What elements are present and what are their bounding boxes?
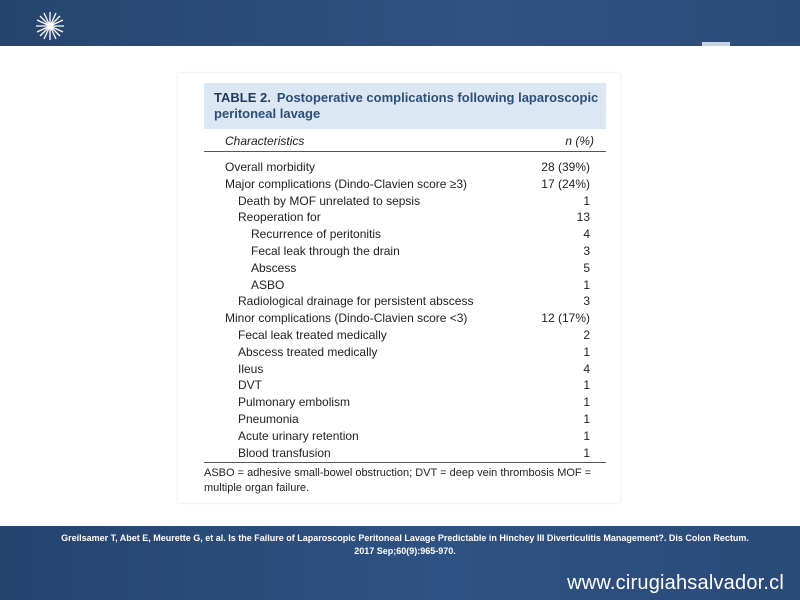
row-label: Fecal leak through the drain <box>251 243 400 258</box>
table-row <box>204 293 606 310</box>
table-title-band <box>204 83 606 129</box>
table-row <box>204 226 606 243</box>
row-label: Abscess treated medically <box>238 344 378 359</box>
table-row <box>204 277 606 294</box>
row-value: 1 <box>583 395 590 410</box>
row-label: Pulmonary embolism <box>238 395 351 410</box>
citation-text: Greilsamer T, Abet E, Meurette G, et al. Is the Failure of Laparoscopic Peritoneal Lavage Predictable in Hinchey III Diverticulitis Management?. Dis Colon Rectum. 2017 Sep;60(9):965-970. <box>61 533 749 556</box>
row-value: 3 <box>583 294 590 309</box>
table-row <box>204 394 606 411</box>
table-row <box>204 344 606 361</box>
row-label: Pneumonia <box>238 411 299 426</box>
row-label: Overall morbidity <box>225 160 316 174</box>
row-value: 1 <box>583 344 590 359</box>
row-label: Acute urinary retention <box>238 428 359 443</box>
sunburst-logo-icon <box>30 10 70 42</box>
table-row <box>204 159 606 176</box>
table-row <box>204 193 606 210</box>
table-row <box>204 377 606 394</box>
row-label: Radiological drainage for persistent abscess <box>238 294 474 309</box>
row-value: 13 <box>576 210 590 225</box>
table-row <box>204 310 606 327</box>
table-row <box>204 243 606 260</box>
table-row <box>204 411 606 428</box>
row-value: 5 <box>583 260 590 275</box>
row-value: 4 <box>583 361 590 376</box>
banner-accent-mark <box>702 42 730 46</box>
row-value: 1 <box>583 193 590 208</box>
row-value: 3 <box>583 243 590 258</box>
top-banner <box>0 0 800 46</box>
row-label: Blood transfusion <box>238 445 331 460</box>
row-label: Death by MOF unrelated to sepsis <box>238 193 421 208</box>
bottom-banner <box>0 526 800 600</box>
table-body <box>204 159 606 461</box>
table-title-text: Postoperative complications following laparoscopic peritoneal lavage <box>214 90 599 121</box>
row-label: Major complications (Dindo-Clavien score ≥3) <box>225 176 468 191</box>
table-row <box>204 209 606 226</box>
table-row <box>204 445 606 462</box>
row-label: DVT <box>238 378 262 393</box>
column-header-characteristics: Characteristics <box>225 134 305 148</box>
row-label: Minor complications (Dindo-Clavien score <3) <box>225 311 468 326</box>
table-bottom-rule <box>204 462 606 463</box>
row-label: Ileus <box>238 361 264 376</box>
row-label: ASBO <box>251 277 285 292</box>
website-url: www.cirugiahsalvador.cl <box>567 572 784 594</box>
row-value: 17 (24%) <box>541 176 590 191</box>
table-number: TABLE 2. <box>214 90 271 105</box>
row-value: 1 <box>583 411 590 426</box>
row-label: Reoperation for <box>238 210 321 225</box>
row-label: Fecal leak treated medically <box>238 327 387 342</box>
row-label: Recurrence of peritonitis <box>251 227 382 242</box>
table-column-headers <box>204 131 606 152</box>
table-title <box>214 90 600 122</box>
table-row <box>204 428 606 445</box>
table-image <box>178 73 620 503</box>
table-row <box>204 327 606 344</box>
row-value: 28 (39%) <box>541 160 590 174</box>
row-label: Abscess <box>251 260 297 275</box>
table-row <box>204 260 606 277</box>
table-row <box>204 361 606 378</box>
row-value: 1 <box>583 445 590 460</box>
row-value: 1 <box>583 428 590 443</box>
table-row <box>204 176 606 193</box>
column-header-n-percent: n (%) <box>565 134 594 148</box>
table-footnote: ASBO = adhesive small-bowel obstruction; DVT = deep vein thrombosis MOF = multiple organ failure. <box>204 467 592 494</box>
row-value: 4 <box>583 227 590 242</box>
row-value: 12 (17%) <box>541 311 590 326</box>
row-value: 1 <box>583 277 590 292</box>
row-value: 2 <box>583 327 590 342</box>
row-value: 1 <box>583 378 590 393</box>
